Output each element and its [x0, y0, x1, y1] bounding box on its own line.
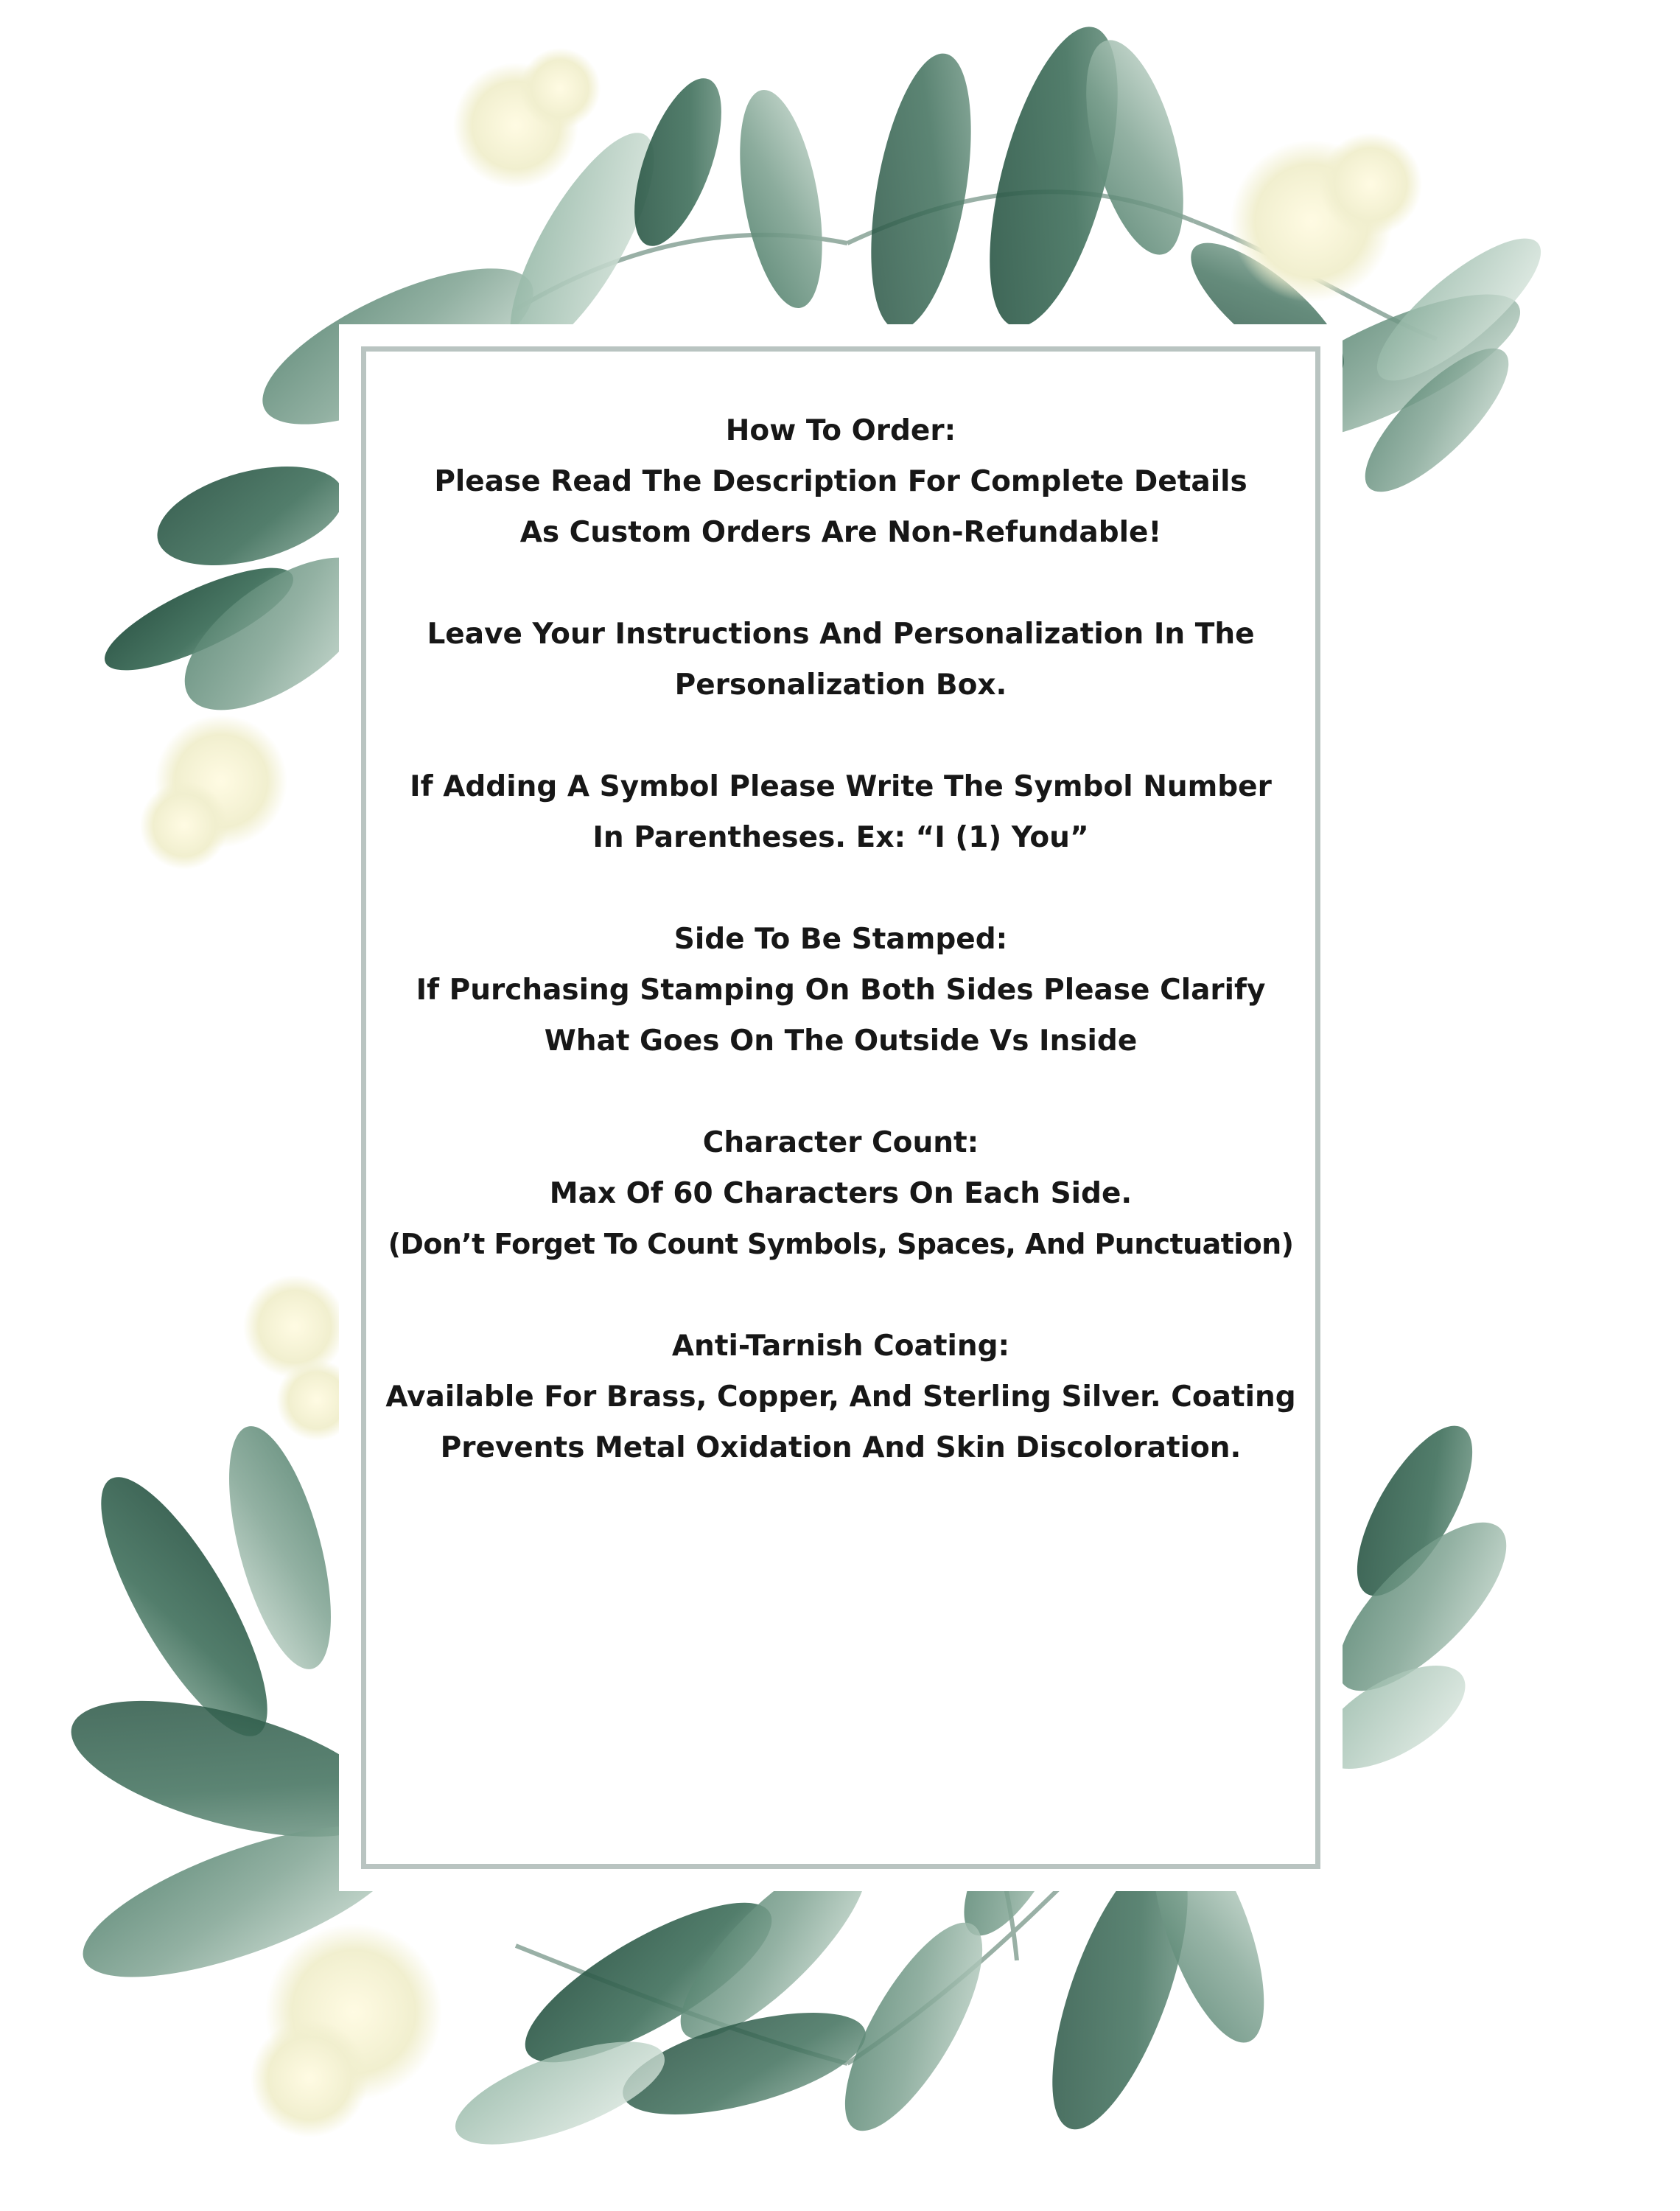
anti-tarnish-heading: Anti-Tarnish Coating: — [671, 1330, 1010, 1363]
character-count-line-2: (Don’t Forget To Count Symbols, Spaces, And Punctuation) — [388, 1228, 1294, 1260]
section-symbol — [339, 761, 1343, 863]
section-personalization — [339, 609, 1343, 710]
side-heading: Side To Be Stamped: — [673, 923, 1008, 956]
character-count-line-1: Max Of 60 Characters On Each Side. — [549, 1177, 1133, 1210]
section-how-to-order — [339, 405, 1343, 558]
side-line-2: What Goes On The Outside Vs Inside — [544, 1024, 1138, 1058]
character-count-heading: Character Count: — [702, 1126, 979, 1159]
section-side-to-be-stamped — [339, 914, 1343, 1066]
how-to-order-line-1: Please Read The Description For Complete Details — [434, 465, 1247, 498]
instruction-card — [339, 324, 1343, 1891]
personalization-line-2: Personalization Box. — [674, 668, 1007, 702]
symbol-line-2: In Parentheses. Ex: “I (1) You” — [592, 821, 1089, 854]
section-anti-tarnish — [339, 1321, 1343, 1473]
order-instructions — [339, 405, 1343, 1524]
personalization-line-1: Leave Your Instructions And Personalization In The — [427, 618, 1255, 651]
how-to-order-heading: How To Order: — [725, 414, 956, 447]
symbol-line-1: If Adding A Symbol Please Write The Symbol Number — [410, 770, 1272, 803]
section-character-count — [339, 1117, 1343, 1270]
how-to-order-line-2: As Custom Orders Are Non-Refundable! — [519, 516, 1162, 549]
anti-tarnish-line-1: Available For Brass, Copper, And Sterling Silver. Coating — [385, 1380, 1296, 1414]
side-line-1: If Purchasing Stamping On Both Sides Please Clarify — [416, 974, 1266, 1007]
anti-tarnish-line-2: Prevents Metal Oxidation And Skin Discoloration. — [440, 1431, 1242, 1464]
